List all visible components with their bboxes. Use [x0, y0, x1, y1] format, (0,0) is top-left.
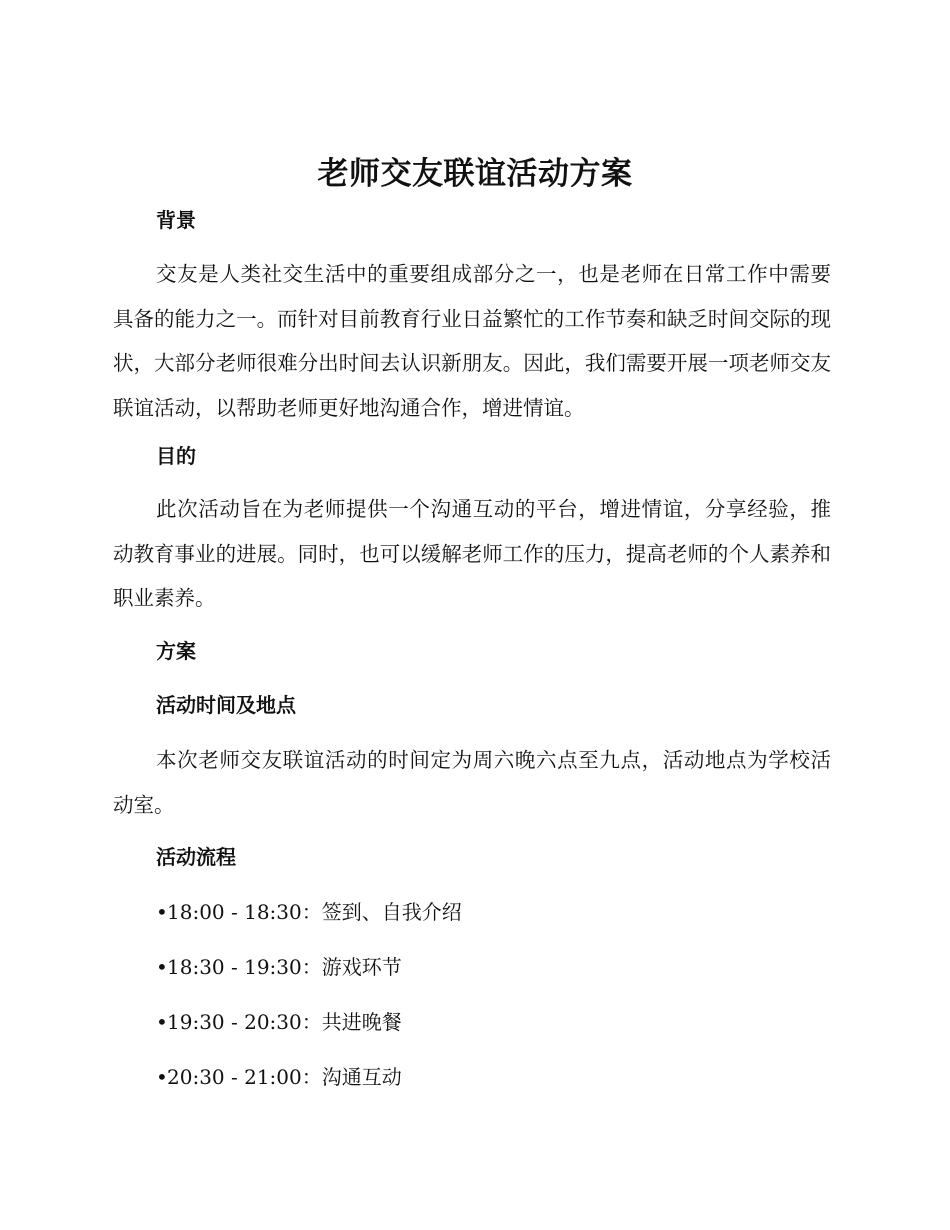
process-item: [156, 898, 462, 926]
process-item-time: 20:30 - 21:00：: [167, 1065, 322, 1089]
paragraph-time-place: 本次老师交友联谊活动的时间定为周六晚六点至九点，活动地点为学校活动室。: [113, 748, 831, 817]
process-item-time: 18:30 - 19:30：: [167, 955, 322, 979]
bullet-marker: •: [156, 900, 168, 924]
document-title: 老师交友联谊活动方案: [317, 156, 633, 192]
paragraph-background: 交友是人类社交生活中的重要组成部分之一，也是老师在日常工作中需要具备的能力之一。而针对目前教育行业日益繁忙的工作节奏和缺乏时间交际的现状，大部分老师很难分出时间去认识新朋友。因此，我们需要开展一项老师交友联谊活动，以帮助老师更好地沟通合作，增进情谊。: [113, 262, 831, 420]
process-item-text: 沟通互动: [321, 1065, 402, 1089]
process-item-time: 18:00 - 18:30：: [167, 900, 322, 924]
process-item: [156, 1063, 402, 1091]
process-item-text: 游戏环节: [321, 955, 402, 979]
heading-background: 背景: [156, 208, 196, 232]
process-item-text: 签到、自我介绍: [321, 900, 462, 924]
bullet-marker: •: [156, 955, 168, 979]
bullet-marker: •: [156, 1010, 168, 1034]
process-item-time: 19:30 - 20:30：: [167, 1010, 322, 1034]
bullet-marker: •: [156, 1065, 168, 1089]
heading-purpose: 目的: [156, 444, 196, 468]
process-item: [156, 1008, 402, 1036]
heading-plan: 方案: [156, 639, 196, 663]
heading-process: 活动流程: [156, 845, 236, 869]
paragraph-purpose: 此次活动旨在为老师提供一个沟通互动的平台，增进情谊，分享经验，推动教育事业的进展。同时，也可以缓解老师工作的压力，提高老师的个人素养和职业素养。: [113, 497, 831, 610]
process-item: [156, 953, 402, 981]
heading-time-place: 活动时间及地点: [156, 693, 296, 717]
process-item-text: 共进晚餐: [321, 1010, 402, 1034]
